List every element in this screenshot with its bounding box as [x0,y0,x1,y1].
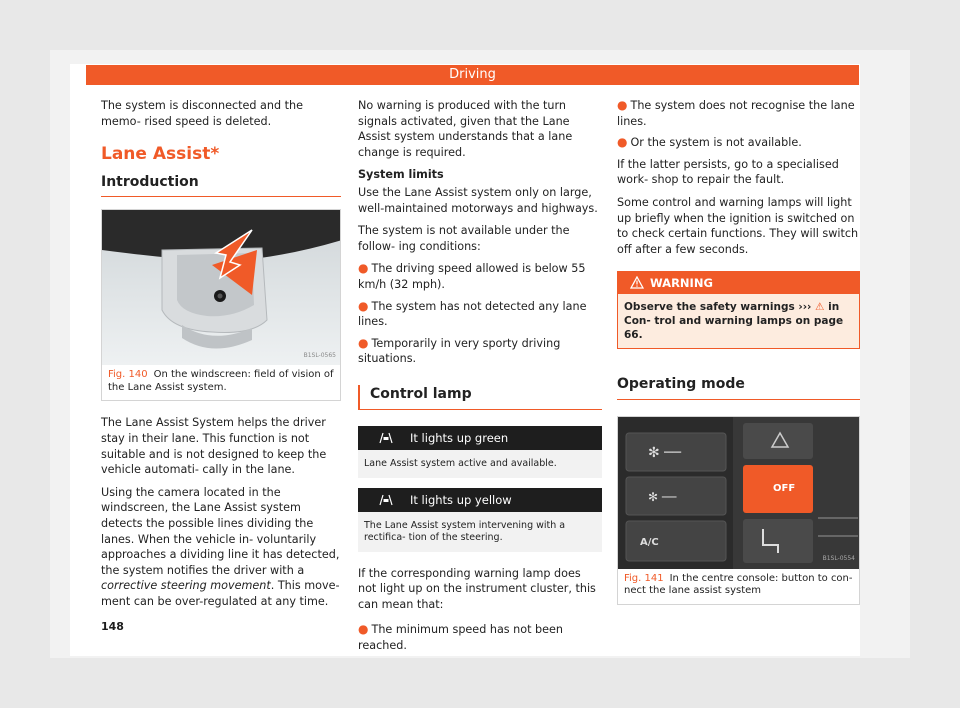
lamp-title: It lights up yellow [410,492,512,507]
figure-141-caption [618,569,859,604]
list-item-text: The system has not detected any lane lines. [358,299,587,329]
section-title-operating-mode: Operating mode [617,377,860,400]
text-span: . This move- ment can be over-regulated at any time. [101,579,340,608]
column-middle [358,98,602,659]
windscreen-camera-image [102,210,340,365]
caption-text: On the windscreen: field of vision of the Lane Assist system. [108,369,334,393]
bullet-icon: ● [358,335,369,350]
paragraph: If the corresponding warning lamp does not light up on the instrument cluster, this can mean that: [358,566,596,611]
column-left [101,98,341,617]
bullet-icon: ● [358,622,369,637]
section-banner: Driving [86,65,859,85]
warning-icon: ⚠ [815,301,825,314]
figure-141 [617,416,860,605]
list-item [358,336,602,367]
lamp-green [358,426,602,478]
lamp-header [358,426,602,450]
lamp-description: The Lane Assist system intervening with a rectifica- tion of the steering. [358,512,602,552]
svg-text:✻ ──: ✻ ── [648,444,682,461]
subheading-system-limits: System limits [358,168,444,182]
list-item [358,261,602,292]
figure-number: Fig. 140 [108,369,148,381]
figure-140-caption [102,365,340,400]
list-item [617,135,860,151]
warning-header [618,272,859,294]
figure-number: Fig. 141 [624,572,664,584]
list-item-text: The driving speed allowed is below 55 km/h (32 mph). [358,262,586,291]
paragraph: Some control and warning lamps will light up briefly when the ignition is switched on to check certain functions. They will switch off after a few seconds. [617,195,859,256]
caption-text: In the centre console: button to con- nect the lane assist system [624,572,853,597]
paragraph: Use the Lane Assist system only on large, well-maintained motorways and highways. [358,185,598,215]
list-item-text: The minimum speed has not been reached. [358,623,564,652]
svg-text:✻ ──: ✻ ── [648,489,677,504]
warning-text-a: Observe the safety warnings ››› [624,301,812,314]
warning-link[interactable]: in Con- trol and warning lamps on page 66. [624,301,844,342]
paragraph: No warning is produced with the turn signals activated, given that the Lane Assist system understands that a lane change is required. [358,99,573,159]
bullet-icon: ● [617,98,628,112]
text-span: Using the camera located in the windscreen, the Lane Assist system detects the possible lines dividing the lanes. When the vehicle in- voluntarily approaches a dividing line it has detected, the system notifies the driver with a [101,485,340,577]
paragraph: The system is not available under the follow- ing conditions: [358,224,570,253]
chapter-title: Lane Assist* [101,144,220,165]
paragraph [101,485,341,610]
list-item-text: Or the system is not available. [630,136,802,150]
figure-140 [101,209,341,401]
bullet-icon: ● [358,298,369,313]
warning-box [617,271,860,349]
paragraph: If the latter persists, go to a specialised work- shop to repair the fault. [617,157,839,187]
lamp-title: It lights up green [410,430,509,445]
ac-label: A/C [640,536,659,548]
list-item-text: The system does not recognise the lane lines. [617,99,855,128]
section-title-introduction: Introduction [101,175,341,198]
list-item-text: Temporarily in very sporty driving situations. [358,336,561,366]
page-number: 148 [101,620,124,633]
warning-text [618,294,859,348]
section-title-control-lamp: Control lamp [358,385,602,410]
emphasis-text: corrective steering movement [101,579,271,593]
figure-code: B1SL-0565 [303,351,336,359]
bullet-icon: ● [617,135,628,150]
warning-icon [630,276,644,289]
lane-assist-icon [378,432,394,444]
lamp-header [358,488,602,512]
lamp-description: Lane Assist system active and available. [358,450,602,478]
warning-title: WARNING [650,276,713,291]
lane-assist-off-label: OFF [773,482,796,494]
column-right [617,98,860,619]
list-item [358,299,602,330]
lane-assist-icon [378,494,394,506]
list-item [617,98,860,129]
paragraph: The Lane Assist System helps the driver stay in their lane. This function is not suitable and is not designed to keep the vehicle automati- cally in the lane. [101,416,327,477]
intro-text: The system is disconnected and the memo- rised speed is deleted. [101,99,303,128]
figure-code: B1SL-0554 [822,555,855,563]
list-item [358,622,602,653]
lamp-yellow [358,488,602,552]
centre-console-image [618,417,859,569]
bullet-icon: ● [358,261,369,276]
